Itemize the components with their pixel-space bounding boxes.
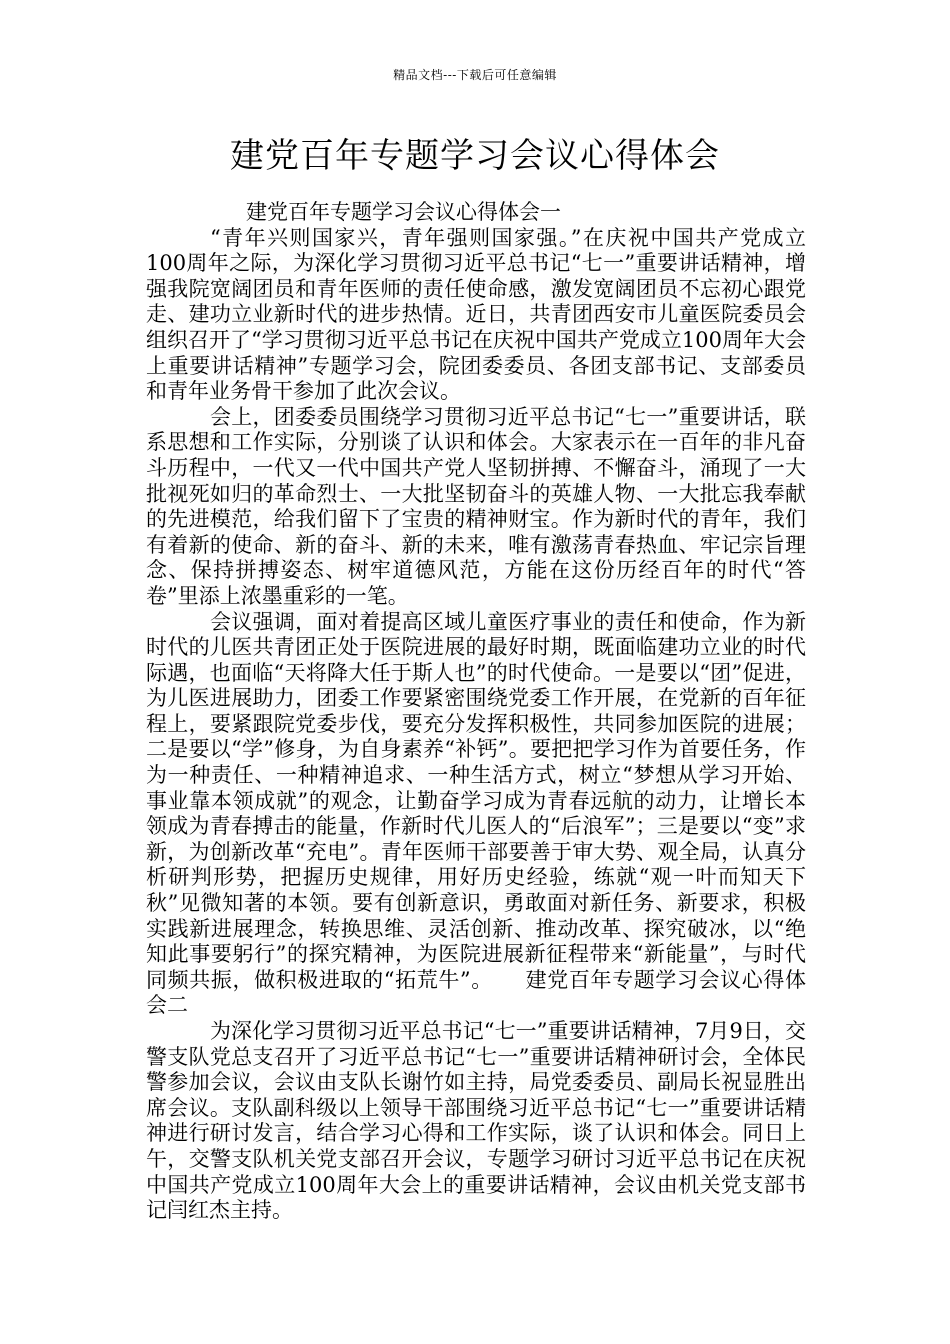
document-body [146, 200, 806, 1224]
header-note: 精品文档---下载后可任意编辑 [393, 68, 557, 82]
paragraph-4: 为深化学习贯彻习近平总书记“七一”重要讲话精神，7月9日，交警支队党总支召开了习近平总书记“七一”重要讲话精神研讨会，全体民警参加会议，会议由支队长谢竹如主持，局党委委员、副局长祝显胜出席会议。支队副科级以上领导干部围绕习近平总书记“七一”重要讲话精神进行研讨发言，结合学习心得和工作实际，谈了认识和体会。同日上午，交警支队机关党支部召开会议，专题学习研讨习近平总书记在庆祝中国共产党成立100周年大会上的重要讲话精神，会议由机关党支部书记闫红杰主持。 [146, 1019, 806, 1223]
document-title: 建党百年专题学习会议心得体会 [230, 136, 720, 176]
paragraph-1: “青年兴则国家兴，青年强则国家强。”在庆祝中国共产党成立100周年之际，为深化学习贯彻习近平总书记“七一”重要讲话精神，增强我院宽阔团员和青年医师的责任使命感，激发宽阔团员不忘初心跟党走、建功立业新时代的进步热情。近日，共青团西安市儿童医院委员会组织召开了“学习贯彻习近平总书记在庆祝中国共产党成立100周年大会上重要讲话精神”专题学习会，院团委委员、各团支部书记、支部委员和青年业务骨干参加了此次会议。 [146, 225, 806, 404]
paragraph-3: 会议强调，面对着提高区域儿童医疗事业的责任和使命，作为新时代的儿医共青团正处于医院进展的最好时期，既面临建功立业的时代际遇，也面临“天将降大任于斯人也”的时代使命。一是要以“团”促进，为儿医进展助力，团委工作要紧密围绕党委工作开展，在党新的百年征程上，要紧跟院党委步伐，要充分发挥积极性，共同参加医院的进展；二是要以“学”修身，为自身素养“补钙”。要把把学习作为首要任务，作为一种责任、一种精神追求、一种生活方式，树立“梦想从学习开始、事业靠本领成就”的观念，让勤奋学习成为青春远航的动力，让增长本领成为青春搏击的能量，作新时代儿医人的“后浪军”；三是要以“变”求新，为创新改革“充电”。青年医师干部要善于审大势、观全局，认真分析研判形势，把握历史规律，用好历史经验，练就“观一叶而知天下秋”见微知著的本领。要有创新意识，勇敢面对新任务、新要求，积极实践新进展理念，转换思维、灵活创新、推动改革、探究破冰，以“绝知此事要躬行”的探究精神，为医院进展新征程带来“新能量”，与时代同频共振，做积极进取的“拓荒牛”。 建党百年专题学习会议心得体会二 [146, 609, 806, 1018]
section-heading-1: 建党百年专题学习会议心得体会一 [246, 200, 561, 224]
paragraph-2: 会上，团委委员围绕学习贯彻习近平总书记“七一”重要讲话，联系思想和工作实际，分别谈了认识和体会。大家表示在一百年的非凡奋斗历程中，一代又一代中国共产党人坚韧拼搏、不懈奋斗，涌现了一大批视死如归的革命烈士、一大批坚韧奋斗的英雄人物、一大批忘我奉献的先进模范，给我们留下了宝贵的精神财宝。作为新时代的青年，我们有着新的使命、新的奋斗、新的未来，唯有激荡青春热血、牢记宗旨理念、保持拼搏姿态、树牢道德风范，方能在这份历经百年的时代“答卷”里添上浓墨重彩的一笔。 [146, 404, 806, 608]
